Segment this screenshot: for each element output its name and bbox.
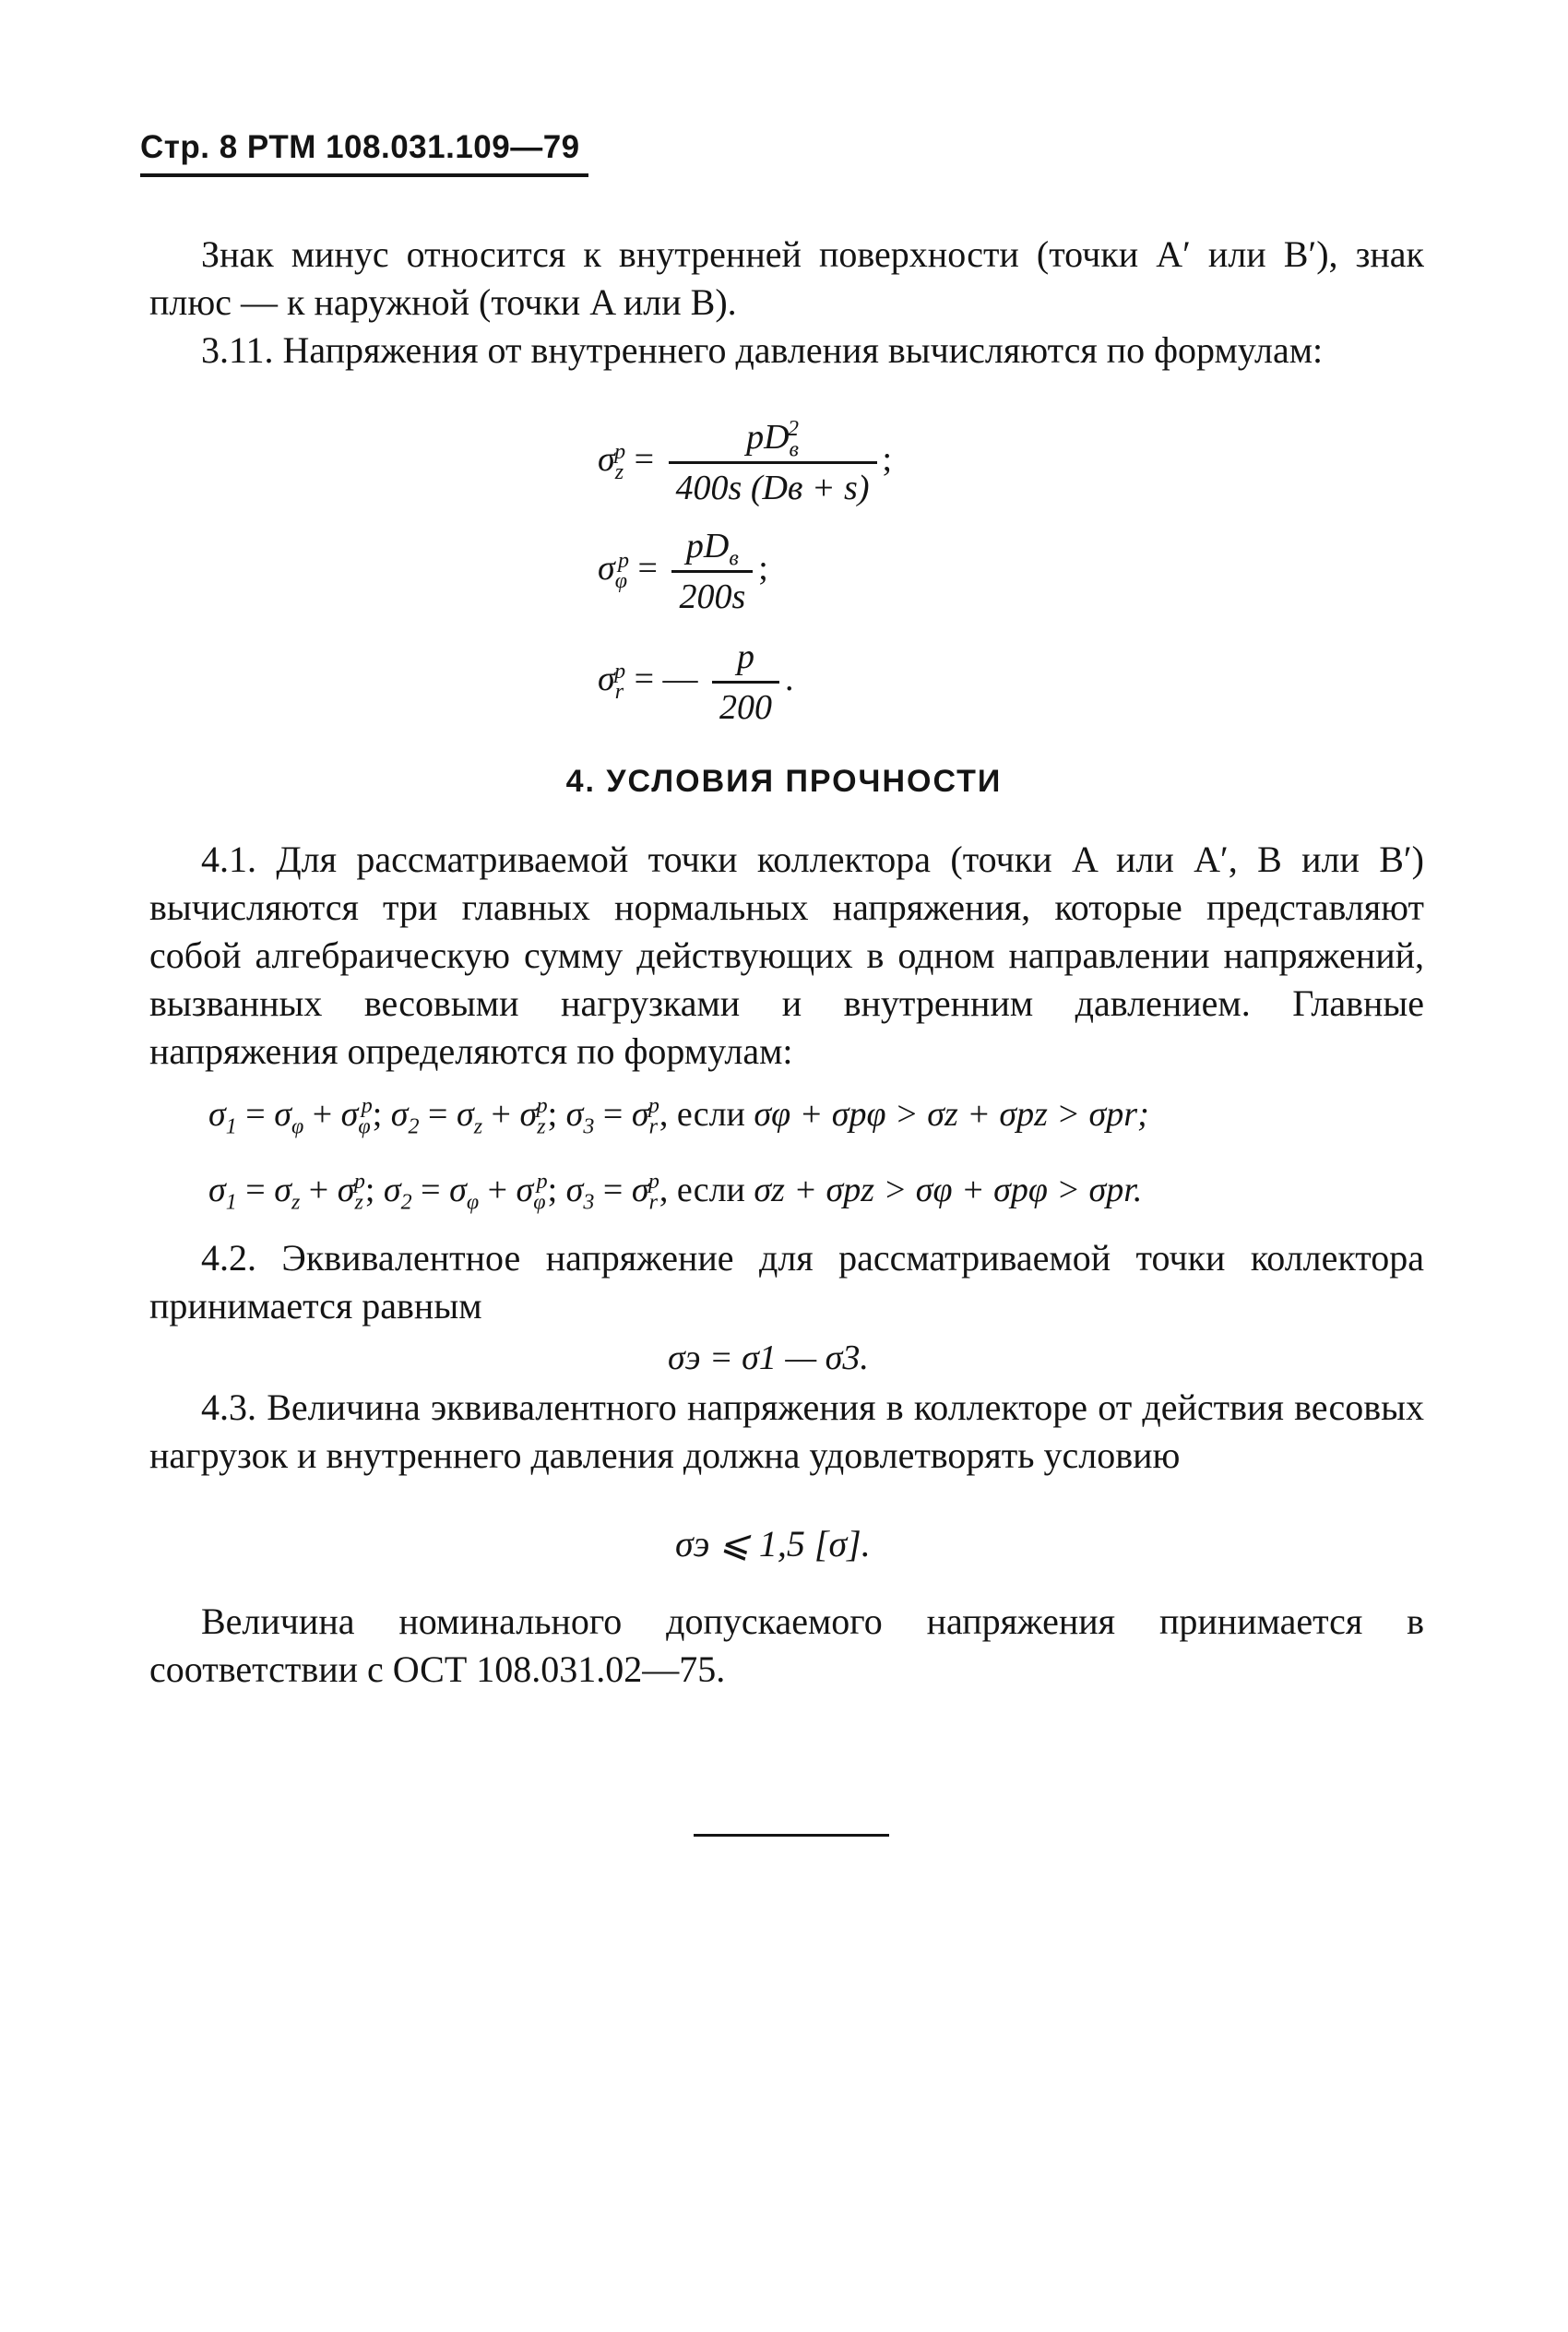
formula-sigma-phi-p: $\sigma_\varphi^p$ = $\frac{pD_в}{200s}$ ; (598, 527, 768, 616)
principal-stresses-case-1: $\sigma_1 = \sigma_\varphi + \sigma_\varphi^p$; $\sigma_2 = \sigma_z + \sigma_z^p$; $\sigma_3 = \sigma_r^p$, если σφ + σpφ > σz + σpz > σpr; (208, 1094, 1149, 1139)
condition-2: σz + σpz > σφ + σpφ > σpr. (754, 1171, 1143, 1209)
formula-strength-condition: σэ ⩽ 1,5 [σ]. (675, 1523, 871, 1565)
formula-sigma-r-p: $\sigma_r^p$ = — $\frac{p}{200}$ . (598, 637, 794, 727)
condition-word-2: если (676, 1171, 745, 1209)
formula-equivalent-stress: σэ = σ1 — σ3. (668, 1339, 869, 1377)
section-heading: 4. УСЛОВИЯ ПРОЧНОСТИ (565, 764, 1003, 799)
paragraph-3-11: 3.11. Напряжения от внутреннего давления вычисляются по формулам: (201, 329, 1324, 371)
paragraph-4-1: 4.1. Для рассматриваемой точки коллектора (точки A или A′, B или B′) вычисляются три главных нормальных напряжения, которые представляют собой алгебраическую сумму действующих в одном направлении напряжений, вызванных весовыми нагрузками и внутренним давлением. Главные напряжения определяются по формулам: (149, 839, 1424, 1072)
paragraph-4-2: 4.2. Эквивалентное напряжение для рассматриваемой точки коллектора принимается равным (149, 1237, 1424, 1327)
formula-3-denominator: 200 (712, 681, 779, 728)
paragraph-allowable-stress: Величина номинального допускаемого напряжения принимается в соответствии с ОСТ 108.031.02—75. (149, 1600, 1424, 1690)
condition-1: σφ + σpφ > σz + σpz > σpr; (754, 1095, 1149, 1134)
condition-word-1: если (676, 1095, 745, 1134)
paragraph-4-3: 4.3. Величина эквивалентного напряжения в коллекторе от действия весовых нагрузок и внутреннего давления должна удовлетворять условию (149, 1386, 1424, 1476)
paragraph-sign-note: Знак минус относится к внутренней поверхности (точки A′ или B′), знак плюс — к наружной (точки A или B). (149, 233, 1424, 323)
formula-sigma-z-p: $\sigma_z^p$ = $\frac{pD_в^2}{400s (Dв + s)}$ ; (598, 417, 893, 507)
formula-1-denominator: 400s (Dв + s) (669, 461, 877, 508)
page-header: Стр. 8 РТМ 108.031.109—79 (140, 129, 580, 165)
formula-2-denominator: 200s (671, 570, 753, 617)
end-rule (694, 1834, 889, 1837)
header-rule (140, 173, 588, 177)
principal-stresses-case-2: $\sigma_1 = \sigma_z + \sigma_z^p$; $\sigma_2 = \sigma_\varphi + \sigma_\varphi^p$; $\sigma_3 = \sigma_r^p$, если σz + σpz > σφ + σpφ > σpr. (208, 1170, 1143, 1215)
